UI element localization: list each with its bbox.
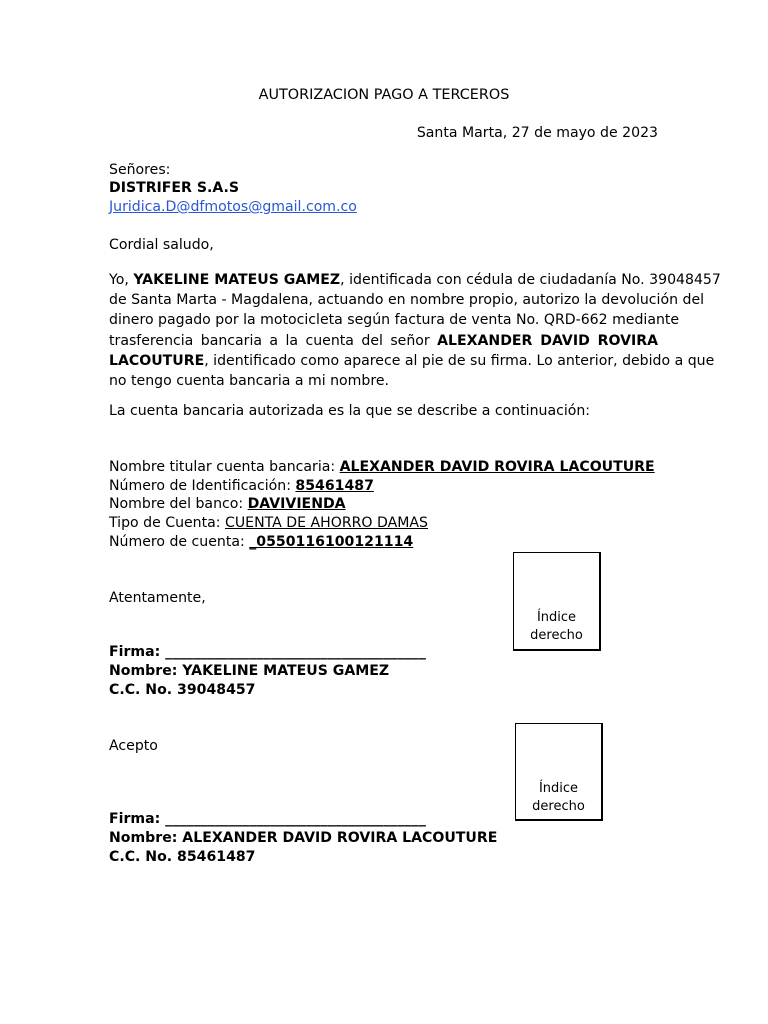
account-id-row: Número de Identificación: 85461487 xyxy=(109,478,374,494)
body-line-3: dinero pagado por la motocicleta según factura de venta No. QRD-662 mediante xyxy=(109,312,680,329)
accept-label: Acepto xyxy=(109,738,158,754)
account-bank-value: DAVIVIENDA xyxy=(247,496,346,512)
recipient-email-link[interactable]: Juridica.D@dfmotos@gmail.com.co xyxy=(109,199,357,215)
signer-id-1: C.C. No. 39048457 xyxy=(109,682,256,698)
account-number-row: Número de cuenta: _0550116100121114 xyxy=(109,534,414,550)
account-holder-row: Nombre titular cuenta bancaria: ALEXANDER DAVID ROVIRA LACOUTURE xyxy=(109,459,655,475)
fingerprint-label-1b: derecho xyxy=(530,628,583,643)
account-intro: La cuenta bancaria autorizada es la que se describe a continuación: xyxy=(109,403,591,419)
account-bank-row: Nombre del banco: DAVIVIENDA xyxy=(109,496,346,512)
fingerprint-label-2b: derecho xyxy=(532,799,585,814)
beneficiary-surname: LACOUTURE xyxy=(109,352,205,369)
closing: Atentamente, xyxy=(109,590,206,606)
author-name: YAKELINE MATEUS GAMEZ xyxy=(133,272,341,288)
recipient-salutation: Señores: xyxy=(109,162,171,178)
account-id-value: 85461487 xyxy=(295,478,374,494)
date-line: Santa Marta, 27 de mayo de 2023 xyxy=(416,125,658,141)
beneficiary-name: ALEXANDER DAVID ROVIRA xyxy=(437,332,658,349)
greeting: Cordial saludo, xyxy=(109,237,214,253)
fingerprint-box-2 xyxy=(515,723,603,821)
recipient-company: DISTRIFER S.A.S xyxy=(109,180,239,196)
document-title: AUTORIZACION PAGO A TERCEROS xyxy=(258,87,510,103)
account-holder-value: ALEXANDER DAVID ROVIRA LACOUTURE xyxy=(339,459,655,475)
signature-line-2: Firma: _____________________________________ xyxy=(109,811,426,827)
body-line-2: de Santa Marta - Magdalena, actuando en nombre propio, autorizo la devolución del xyxy=(109,292,705,309)
fingerprint-label-2a: Índice xyxy=(538,781,579,796)
signer-id-2: C.C. No. 85461487 xyxy=(109,849,256,865)
body-line-4: trasferencia bancaria a la cuenta del señor ALEXANDER DAVID ROVIRA xyxy=(109,332,658,349)
signer-name-2: Nombre: ALEXANDER DAVID ROVIRA LACOUTURE xyxy=(109,830,498,846)
body-line-6: no tengo cuenta bancaria a mi nombre. xyxy=(109,372,389,389)
fingerprint-box-1 xyxy=(513,552,601,651)
signer-name-1: Nombre: YAKELINE MATEUS GAMEZ xyxy=(109,663,390,679)
body-line-5: LACOUTURE, identificado como aparece al pie de su firma. Lo anterior, debido a que xyxy=(109,352,715,369)
account-type-value: CUENTA DE AHORRO DAMAS xyxy=(225,515,428,531)
account-type-row: Tipo de Cuenta: CUENTA DE AHORRO DAMAS xyxy=(109,515,428,531)
body-line-1: Yo, YAKELINE MATEUS GAMEZ, identificada con cédula de ciudadanía No. 39048457 xyxy=(109,272,721,288)
fingerprint-label-1a: Índice xyxy=(536,610,577,625)
account-number-value: _0550116100121114 xyxy=(249,534,414,550)
body-paragraph xyxy=(109,270,721,391)
signature-line-1: Firma: _____________________________________ xyxy=(109,644,426,660)
